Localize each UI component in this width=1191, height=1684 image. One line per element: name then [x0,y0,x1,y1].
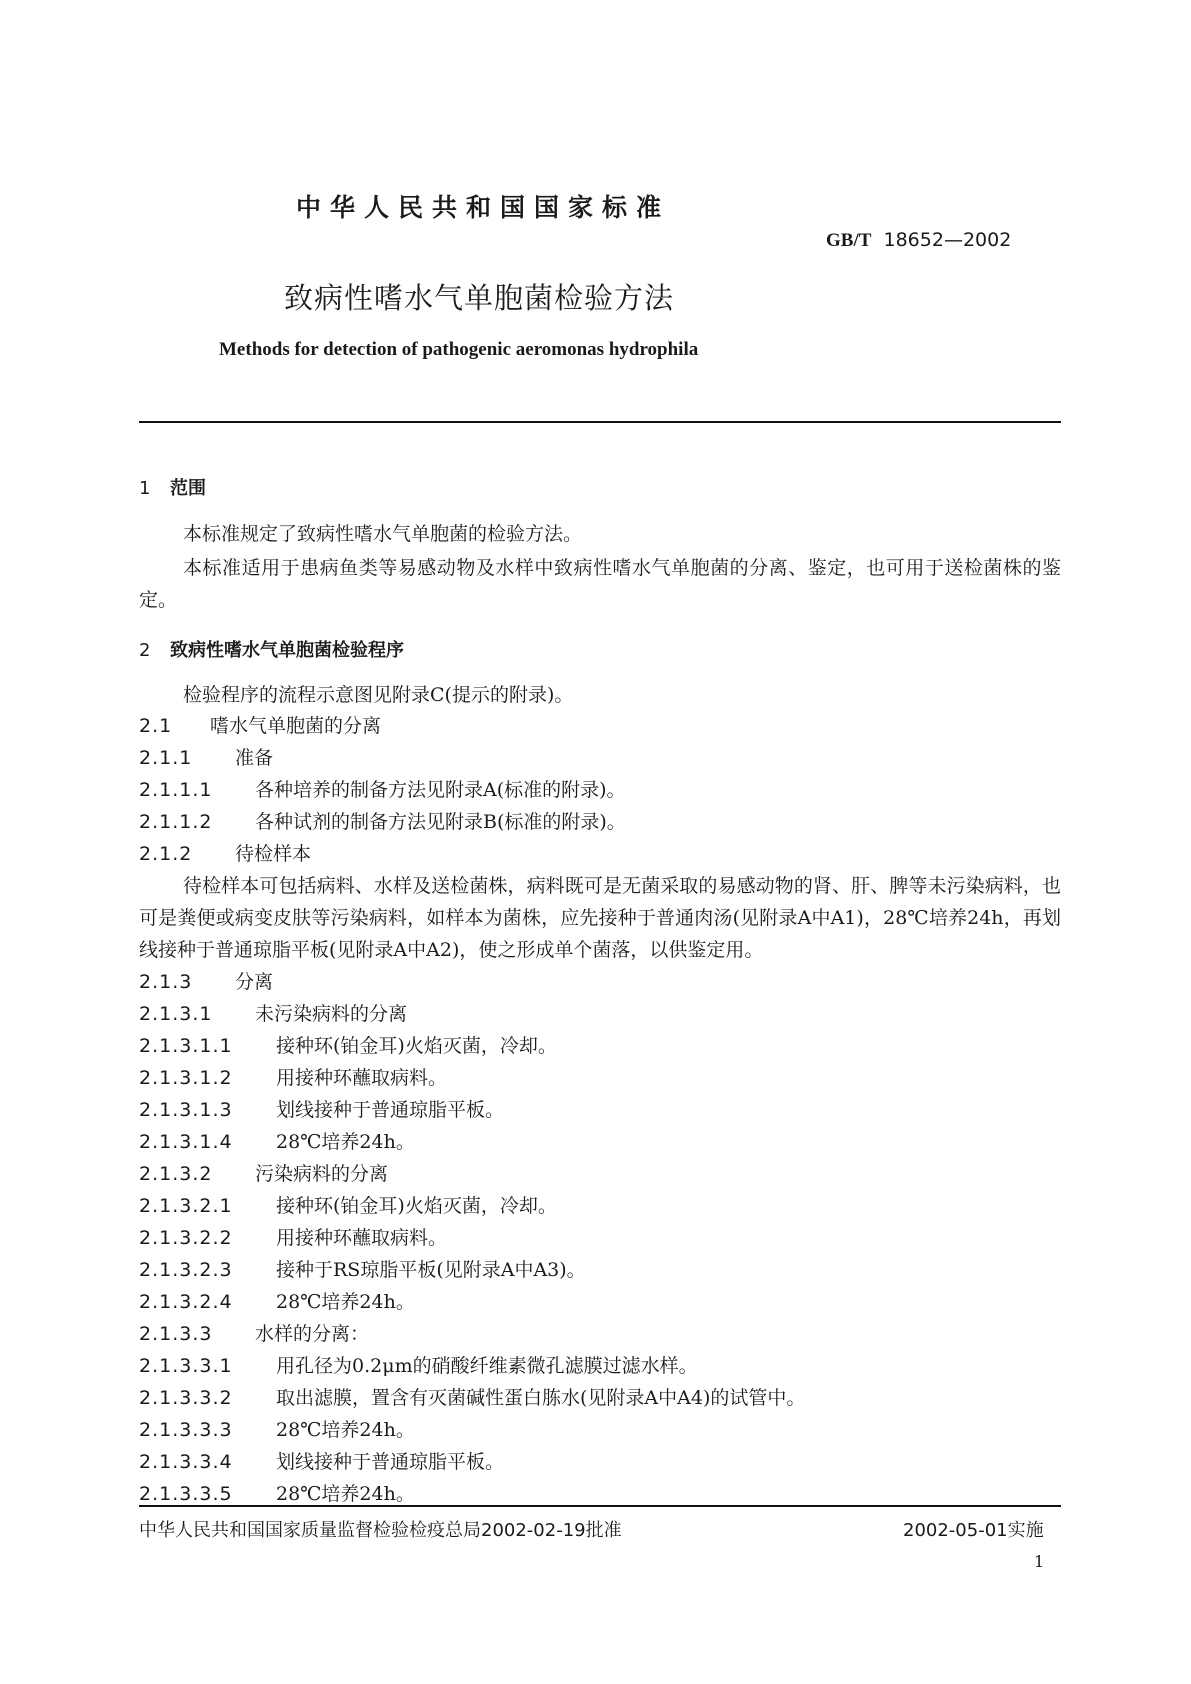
clause-line: 2.1.3.2.4 28℃培养24h。 [139,1291,415,1313]
header-divider [139,421,1061,423]
section-2-intro: 检验程序的流程示意图见附录C(提示的附录)。 [183,684,574,706]
sample-paragraph: 待检样本可包括病料、水样及送检菌株，病料既可是无菌采取的易感动物的肾、肝、脾等未污染病料，也可是粪便或病变皮肤等污染病料，如样本为菌株，应先接种于普通肉汤(见附录A中A1)，28℃培养24h，再划线接种于普通琼脂平板(见附录A中A2)，使之形成单个菌落，以供鉴定用。 [139,875,1061,961]
clause-line: 2.1.1.1 各种培养的制备方法见附录A(标准的附录)。 [139,779,626,801]
standard-code: GB/T [826,230,872,251]
clause-line: 2.1.3.1.3 划线接种于普通琼脂平板。 [139,1099,505,1121]
clause-line: 2.1.3.3 水样的分离： [139,1323,370,1345]
section-1-title: 范围 [170,478,206,499]
section-2-heading [139,636,404,662]
clause-line: 2.1 嗜水气单胞菌的分离 [139,715,382,737]
clause-line: 2.1.3.2.2 用接种环蘸取病料。 [139,1227,448,1249]
approval-line: 中华人民共和国国家质量监督检验检疫总局2002-02-19批准 [139,1520,622,1541]
clause-line: 2.1.3.2.1 接种环(铂金耳)火焰灭菌，冷却。 [139,1195,557,1217]
footer-divider [139,1505,1061,1507]
standard-title: 中华人民共和国国家标准 [296,193,671,222]
clause-line: 2.1.3.2 污染病料的分离 [139,1163,389,1185]
clause-line: 2.1.3.2.3 接种于RS琼脂平板(见附录A中A3)。 [139,1259,586,1281]
clause-line: 2.1.3.3.5 28℃培养24h。 [139,1483,415,1505]
standard-number: 18652—2002 [883,229,1012,251]
clause-line: 2.1.3.1.1 接种环(铂金耳)火焰灭菌，冷却。 [139,1035,557,1057]
section-2-number: 2 [139,640,151,661]
section-1-heading [139,474,206,500]
document-title-cn: 致病性嗜水气单胞菌检验方法 [284,281,675,315]
section-1-para-2: 本标准适用于患病鱼类等易感动物及水样中致病性嗜水气单胞菌的分离、鉴定，也可用于送检菌株的鉴定。 [139,557,1061,611]
clause-line: 2.1.1.2 各种试剂的制备方法见附录B(标准的附录)。 [139,811,626,833]
effective-date: 2002-05-01实施 [903,1520,1044,1541]
section-1-para-1: 本标准规定了致病性嗜水气单胞菌的检验方法。 [183,523,583,545]
clause-line: 2.1.3.3.3 28℃培养24h。 [139,1419,415,1441]
clause-line: 2.1.3.1.4 28℃培养24h。 [139,1131,415,1153]
clause-line: 2.1.3.3.1 用孔径为0.2μm的硝酸纤维素微孔滤膜过滤水样。 [139,1355,698,1377]
clause-line: 2.1.3.3.4 划线接种于普通琼脂平板。 [139,1451,505,1473]
section-2-title: 致病性嗜水气单胞菌检验程序 [170,640,404,661]
clause-line: 2.1.1 准备 [139,747,274,769]
clause-line: 2.1.3.1 未污染病料的分离 [139,1003,408,1025]
page-number: 1 [1034,1552,1045,1571]
clause-line: 2.1.3.1.2 用接种环蘸取病料。 [139,1067,448,1089]
section-1-number: 1 [139,478,151,499]
clause-line: 2.1.2 待检样本 [139,843,312,865]
standard-number-line [826,229,1011,252]
document-title-en: Methods for detection of pathogenic aeromonas hydrophila [219,339,699,360]
clause-line: 2.1.3.3.2 取出滤膜，置含有灭菌碱性蛋白胨水(见附录A中A4)的试管中。 [139,1387,806,1409]
clause-line: 2.1.3 分离 [139,971,274,993]
